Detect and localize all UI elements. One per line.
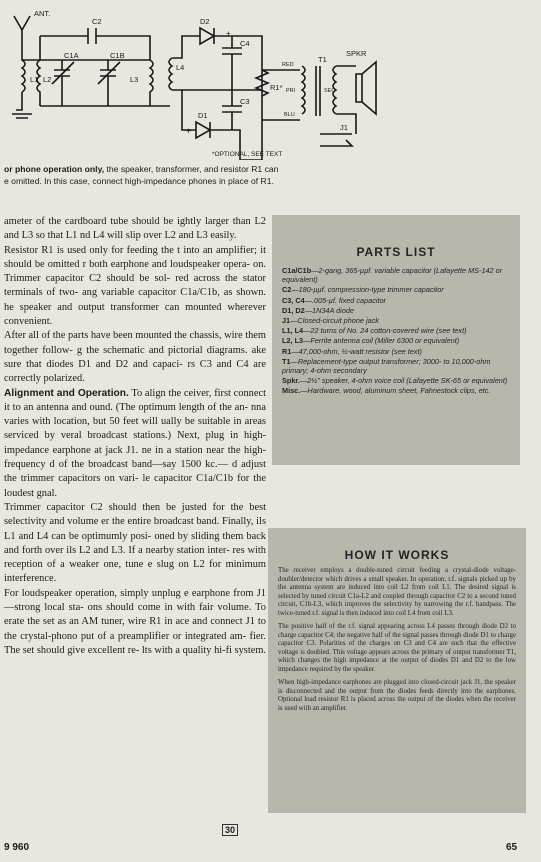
part-desc: —1N34A diode (304, 305, 354, 315)
body-paragraph-1: ameter of the cardboard tube should be ightly larger than L2 and L3 so that L1 nd L4 will slip over L2 and L3 easily. (4, 216, 266, 242)
how-it-works-box (268, 528, 526, 813)
label-c1a: C1A (64, 51, 79, 60)
label-plus-d1: + (186, 126, 192, 136)
footer-date: 9 960 (4, 842, 30, 853)
label-c2: C2 (92, 17, 102, 26)
part-desc: —47,000-ohm, ½-watt resistor (see text) (291, 346, 422, 356)
alignment-heading: Alignment and Operation. (4, 387, 129, 399)
j1-jack-symbol (320, 134, 352, 146)
optional-note: *OPTIONAL, SEE TEXT (212, 151, 283, 158)
footer-page-marker: 30 (222, 824, 238, 836)
label-red: RED (282, 62, 294, 68)
body-paragraph-3: After all of the parts have been mounted the chassis, wire them together follow- g the schematic and pictorial diagrams. ake sure that diodes D1 and D2 and capaci- rs C3 and C4 are correctly polarized. (4, 330, 266, 385)
label-l1: L1 (30, 75, 39, 84)
part-ref: R1 (282, 346, 292, 356)
schematic-diagram (0, 0, 541, 160)
label-j1: J1 (340, 123, 348, 132)
label-l3: L3 (130, 75, 139, 84)
parts-list-box (272, 215, 520, 465)
part-ref: Misc. (282, 386, 301, 396)
label-d2: D2 (200, 17, 210, 26)
label-ant: ANT. (34, 9, 51, 18)
label-c1b: C1B (110, 51, 125, 60)
parts-list-item (282, 386, 514, 395)
label-d1: D1 (198, 111, 208, 120)
t1-transformer-primary (302, 66, 305, 114)
parts-list-title: PARTS LIST (356, 245, 436, 259)
body-paragraph-2: Resistor R1 is used only for feeding the t into an amplifier; it should be omitted r both earphone and loudspeaker opera- on. Trimmer capacitor C2 should be sol- red across the stator terminals of two- ang variable capacitor C1a/C1b, as shown. he speaker and output transformer can mounted wherever convenient. (4, 244, 266, 328)
parts-list-item (282, 306, 514, 315)
label-t1: T1 (318, 55, 327, 64)
c1a-capacitor-symbol (54, 60, 70, 106)
c3-capacitor-symbol (222, 90, 242, 130)
parts-list-item (282, 336, 514, 345)
part-ref: D1, D2 (282, 305, 305, 315)
body-paragraph-5: Trimmer capacitor C2 should then be justed for the best selectivity and volume er the entire broadcast band. Finally, ils L1 and L4 can be optimumly posi- oned by sliding them back and forth over ils L2 and L3. If a nearby station inter- res with reception of a weaker one, tune e slug on L2 for minimum interference. (4, 501, 266, 585)
part-desc: —Ferrite antenna coil (Miller 6300 or equivalent) (303, 336, 460, 346)
body-paragraph-6: For loudspeaker operation, simply unplug e earphone from J1—strong local sta- ons should come in with fair volume. To erate the set as an AM tuner, wire R1 in ace and connect J1 to the crystal-phono put of a preamplifier or integrated am- fier. The set should give excellent re- lts with a quality hi-fi system. (4, 587, 267, 656)
how-it-works-paragraph-1: The receiver employs a double-tuned circuit feeding a crystal-diode voltage-doubler/detector which drives a small speaker. In operation, r.f. signals picked up by the antenna system are induced into coil L2 from coil L1. The desired signal is selected by tuned circuit C1a-L2 and coupled through capacitor C2 to a second tuned circuit, C1b-L3, which improves the selectivity by narrowing the r.f. bandpass. The twice-tuned r.f. signal is then induced into coil L4 from coil L3. (278, 567, 516, 617)
parts-list-item (282, 296, 514, 305)
label-l2: L2 (43, 75, 52, 84)
how-it-works-title: HOW IT WORKS (344, 548, 450, 562)
label-r1: R1* (270, 83, 283, 92)
l3-coil-symbol (150, 60, 153, 106)
c2-capacitor-symbol (88, 28, 108, 44)
part-ref: L1, L4 (282, 326, 304, 336)
antenna-symbol (14, 16, 30, 48)
part-desc: —.005-µf. fixed capacitor (304, 295, 386, 305)
part-ref: J1 (282, 316, 291, 326)
label-l4: L4 (176, 63, 185, 72)
parts-list-item (282, 316, 514, 325)
part-ref: C3, C4 (282, 295, 305, 305)
caption-lead: or phone operation only, (4, 164, 105, 174)
label-c3: C3 (240, 97, 250, 106)
label-plus-c4: + (226, 29, 231, 38)
d2-diode-symbol (200, 28, 214, 44)
how-it-works-paragraph-2: The positive half of the r.f. signal appearing across L4 passes through diode D2 to charge capacitor C4; the negative half of the signal passes through diode D1 to charge capacitor C3. Polarities of the charges on C3 and C4 are such that the effective voltage is doubled. This voltage appears across the primary of output transformer T1, which changes the high impedance at the output of diodes D1 and D2 to the low impedance required by the speaker. (278, 623, 516, 673)
l1-coil-symbol (22, 60, 25, 92)
caption-line1: the speaker, transformer, and resistor R1 can (104, 164, 279, 174)
parts-list-item (282, 266, 514, 284)
part-ref: Spkr. (282, 376, 300, 386)
part-desc: —2½" speaker, 4-ohm voice coil (Lafayette SK-65 or equivalent) (299, 376, 508, 386)
speaker-symbol (356, 62, 376, 114)
parts-list-item (282, 357, 514, 375)
label-blu: BLU (284, 112, 295, 118)
parts-list-item (282, 347, 514, 356)
part-ref: T1 (282, 356, 291, 366)
page-number: 65 (506, 842, 518, 853)
part-desc: —Closed-circuit phone jack (290, 316, 379, 326)
part-ref: C2 (282, 285, 292, 295)
alignment-paragraph (4, 387, 266, 501)
parts-list-item (282, 326, 514, 335)
l4-coil-symbol (169, 58, 172, 90)
caption-line2: e omitted. In this case, connect high-impedance phones in place of R1. (4, 176, 274, 186)
how-it-works-paragraph-3: When high-impedance earphones are plugged into closed-circuit jack J1, the speaker is disconnected and the output from the diodes feeds directly into the earphones. Optional load resistor R1 is placed across the output of the diodes when the receiver is used with an amplifier. (278, 679, 516, 712)
part-ref: L2, L3 (282, 336, 304, 346)
part-ref: C1a/C1b (282, 266, 312, 275)
parts-list (272, 266, 520, 396)
parts-list-item (282, 376, 514, 385)
part-desc: —2-gang, 365-µµf. variable capacitor (Lafayette MS-142 or equivalent) (282, 266, 503, 285)
label-pri: PRI (286, 88, 296, 94)
part-desc: —Hardware, wood, aluminum sheet, Fahnestock clips, etc. (300, 386, 491, 396)
part-desc: —Replacement-type output transformer; 3000- to 10,000-ohm primary; 4-ohm secondary (282, 356, 491, 376)
c1b-capacitor-symbol (100, 60, 116, 106)
part-desc: —180-µµf. compression-type trimmer capacitor (291, 285, 444, 295)
d1-diode-symbol (196, 122, 210, 138)
label-sec: SEC (324, 88, 336, 94)
label-c4: C4 (240, 39, 250, 48)
figure-caption (4, 163, 384, 187)
article-text-column (4, 215, 266, 658)
parts-list-item (282, 285, 514, 294)
c4-capacitor-symbol (222, 36, 242, 90)
part-desc: —22 turns of No. 24 cotton-covered wire (see text) (303, 326, 467, 336)
label-spkr: SPKR (346, 49, 367, 58)
alignment-text: To align the ceiver, first connect it to an antenna and ound. (The optimum length of the an- nna varies with location, but 50 feet will ually be suitable in areas serviced by veral broadcast stations.) Next, plug in high-impedance earphone at jack J1. ne in a station near the high-frequency d of the broadcast band—say 1500 kc.— d adjust the trimmer capacitors on vari- le capacitor C1a/C1b for the loudest gnal. (4, 387, 266, 499)
